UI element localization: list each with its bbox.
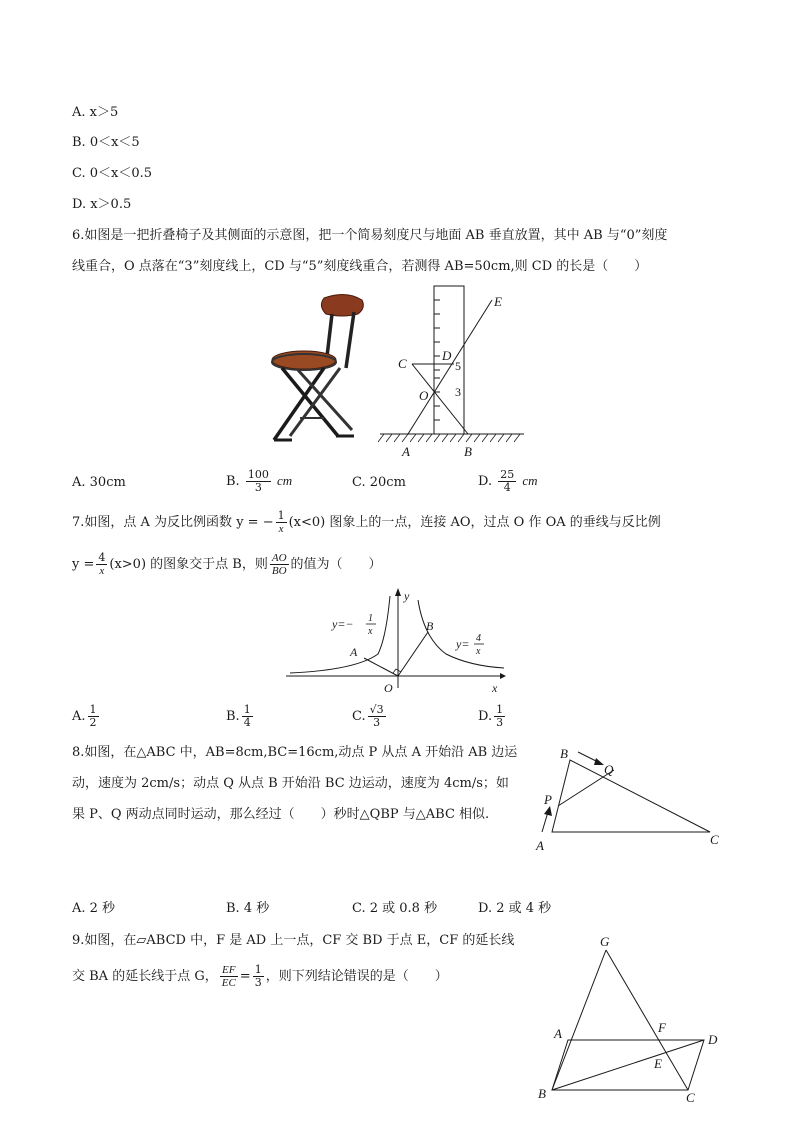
q6-option-d: D. $\frac{25}{4}$ cm (478, 468, 538, 494)
tick-label-3: 3 (455, 385, 461, 399)
q7-diagram (286, 588, 506, 698)
right-curve-num: 4 (476, 633, 481, 644)
folding-chair-image (262, 290, 372, 450)
q6-option-a: A. 30cm (72, 475, 126, 490)
q8-diagram (534, 744, 724, 854)
left-curve-label: y=− (332, 617, 354, 631)
q8-option-c: C. 2 或 0.8 秒 (352, 901, 438, 916)
label-B: B (538, 1086, 546, 1101)
label-C: C (710, 832, 719, 847)
q7-stem-line1: 7.如图，点 A 为反比例函数 y = − $\frac{1}{x}$ (x<0) 图象上的一点，连接 AO，过点 O 作 OA 的垂线与反比例 (72, 509, 661, 535)
label-P: P (544, 792, 552, 807)
q8-option-a: A. 2 秒 (72, 901, 116, 916)
q8-option-d: D. 2 或 4 秒 (478, 901, 552, 916)
q9-stem-line1: 9.如图，在▱ABCD 中，F 是 AD 上一点，CF 交 BD 于点 E，CF 的延长线 (72, 933, 515, 948)
q5-option-a: A. x＞5 (72, 105, 119, 120)
label-D: D (708, 1032, 718, 1047)
q7-option-b: B. $\frac{1}{4}$ (226, 703, 251, 729)
q7-option-a: A. $\frac{1}{2}$ (72, 703, 97, 729)
label-A: A (536, 838, 544, 853)
label-F: F (658, 1020, 666, 1035)
left-curve-num: 1 (368, 613, 373, 624)
label-A: A (554, 1026, 562, 1041)
label-O: O (419, 388, 429, 403)
label-E: E (654, 1056, 662, 1071)
label-C: C (686, 1090, 695, 1105)
tick-label-5: 5 (455, 359, 461, 373)
q5-option-d: D. x＞0.5 (72, 197, 132, 212)
label-Q: Q (604, 762, 614, 777)
left-curve-den: x (368, 626, 373, 637)
q8-option-b: B. 4 秒 (226, 901, 270, 916)
label-A: A (402, 444, 410, 459)
label-D: D (442, 348, 452, 363)
label-B: B (464, 444, 472, 459)
label-B: B (560, 746, 568, 761)
right-curve-den: x (476, 646, 481, 657)
label-A: A (350, 645, 358, 659)
axis-label-x: x (492, 681, 498, 695)
q6-option-c: C. 20cm (352, 475, 406, 490)
q6-option-b: B. $\frac{100}{3}$ cm (226, 468, 293, 494)
q5-option-c: C. 0＜x＜0.5 (72, 166, 153, 181)
label-O: O (384, 681, 393, 695)
q9-stem-line2: 交 BA 的延长线于点 G， $\frac{EF}{EC}$ = $\frac{1}{3}$ ，则下列结论错误的是（ ） (72, 963, 448, 989)
q5-option-b: B. 0＜x＜5 (72, 135, 140, 150)
q8-stem-line3: 果 P、Q 两动点同时运动，那么经过（ ）秒时△QBP 与△ABC 相似. (72, 807, 490, 822)
q6-diagram (378, 282, 528, 462)
label-B: B (426, 619, 434, 633)
q9-diagram (536, 934, 726, 1104)
label-C: C (398, 356, 407, 371)
q6-stem-line2: 线重合，O 点落在“3”刻度线上，CD 与“5”刻度线重合，若测得 AB=50cm,则 CD 的长是（ ） (72, 259, 648, 274)
q8-stem-line2: 动，速度为 2cm/s；动点 Q 从点 B 开始沿 BC 边运动，速度为 4cm/s；如 (72, 776, 509, 791)
q6-stem-line1: 6.如图是一把折叠椅子及其侧面的示意图，把一个简易刻度尺与地面 AB 垂直放置，其中 AB 与“0”刻度 (72, 228, 668, 243)
q7-option-c: C. $\frac{√3}{3}$ (352, 703, 384, 729)
label-G: G (600, 934, 610, 949)
right-curve-label: y= (456, 637, 470, 651)
axis-label-y: y (404, 589, 410, 603)
q7-stem-line2: y = $\frac{4}{x}$ (x>0) 的图象交于点 B，则 $\frac{AO}{BO}$ 的值为（ ） (72, 551, 382, 577)
label-E: E (494, 294, 502, 309)
q7-option-d: D. $\frac{1}{3}$ (478, 703, 504, 729)
q8-stem-line1: 8.如图，在△ABC 中，AB=8cm,BC=16cm,动点 P 从点 A 开始沿 AB 边运 (72, 745, 518, 760)
